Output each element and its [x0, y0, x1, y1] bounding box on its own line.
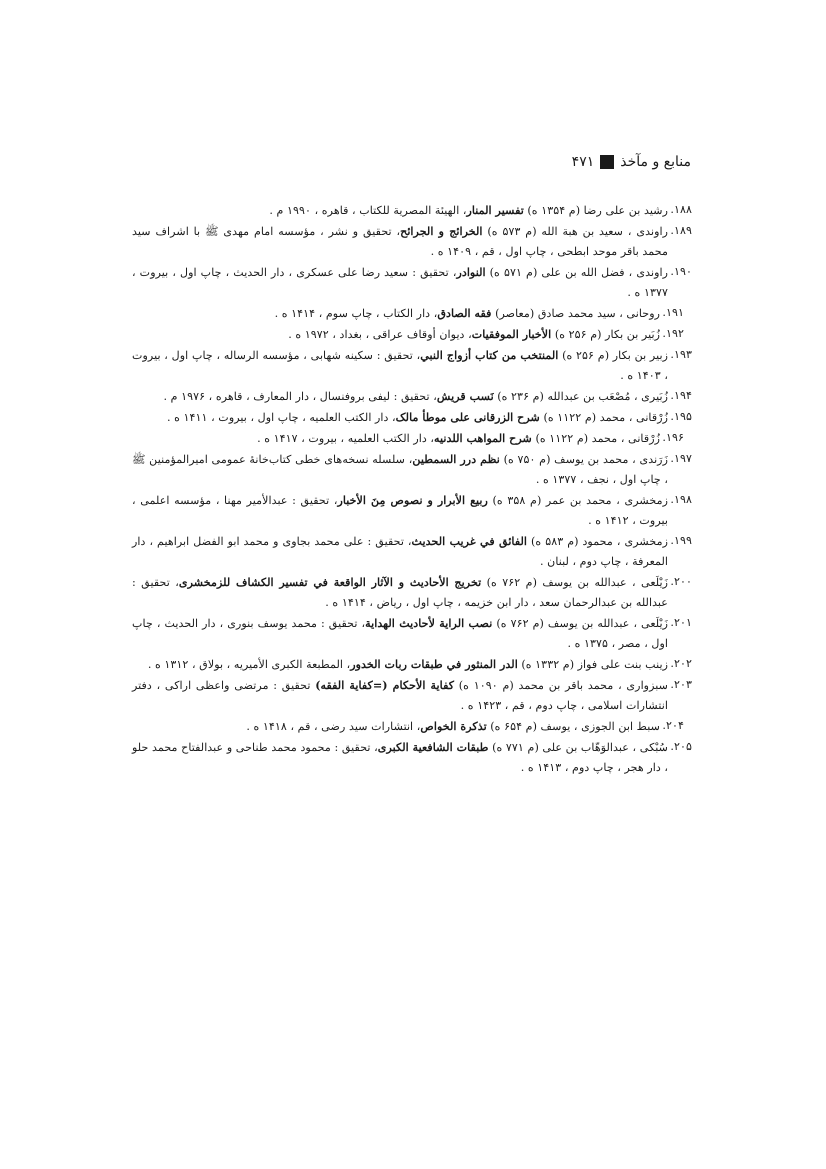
entry-text [132, 266, 668, 299]
entry-text [132, 494, 668, 527]
bibliography-entry [132, 407, 692, 428]
entry-text [132, 349, 668, 382]
entry-publication: ، تحقیق : علی محمد بجاوی و محمد ابو الفضل ابراهیم ، دار المعرفة ، چاپ دوم ، لبنان . [132, 535, 668, 568]
entry-text [275, 307, 660, 320]
entry-publication: ، دیوان أوقاف عراقی ، بغداد ، ۱۹۷۲ ه . [288, 328, 472, 341]
entry-title: نَسب قریش [436, 389, 494, 403]
entry-publication: ، الهیئة المصریة للکتاب ، قاهره ، ۱۹۹۰ م . [269, 204, 467, 217]
entry-author: زمخشری ، محمود (م ۵۸۳ ه) [527, 535, 668, 548]
entry-publication: ، دار الکتاب ، چاپ سوم ، ۱۴۱۴ ه . [274, 307, 438, 320]
entry-number: ۱۹۵. [670, 410, 692, 423]
bibliography-entry [132, 716, 692, 737]
entry-author: راوندی ، فضل الله بن علی (م ۵۷۱ ه) [485, 266, 668, 279]
entry-title: تخریج الأحادیث و الآثار الواقعة في تفسیر الکشاف للزمخشری [178, 575, 482, 589]
header-title: منابع و مآخذ [620, 154, 691, 170]
entry-number: ۲۰۵. [670, 740, 692, 753]
bibliography-entry [132, 613, 692, 654]
entry-number: ۲۰۰. [670, 575, 692, 588]
entry-number: ۲۰۲. [670, 657, 692, 670]
entry-publication: ، انتشارات سید رضی ، قم ، ۱۴۱۸ ه . [246, 720, 421, 733]
entry-text [167, 411, 668, 424]
entry-number: ۲۰۱. [670, 616, 692, 629]
bibliography-entry [132, 490, 692, 531]
bibliography-entry [132, 221, 692, 262]
entry-text [269, 204, 668, 217]
entry-number: ۱۹۷. [670, 452, 692, 465]
entry-text [132, 741, 668, 774]
entry-number: ۱۹۲. [662, 327, 684, 340]
bibliography-entry [132, 303, 692, 324]
entry-title: نظم درر السمطین [412, 452, 500, 466]
entry-number: ۱۹۸. [670, 493, 692, 506]
entry-number: ۱۹۱. [662, 306, 684, 319]
entry-text [132, 225, 668, 258]
entry-text [132, 535, 668, 568]
entry-title: النوادر [456, 265, 486, 279]
entry-text [132, 679, 668, 712]
entry-title: تفسیر المنار [466, 203, 524, 217]
entry-publication: ، سلسله نسخه‌های خطی کتاب‌خانهٔ عمومی امیرالمؤمنین ﷺ ، چاپ اول ، نجف ، ۱۳۷۷ ه . [132, 453, 668, 486]
entry-number: ۱۹۴. [670, 389, 692, 402]
entry-author: زمخشری ، محمد بن عمر (م ۳۵۸ ه) [487, 494, 668, 507]
entry-author: زَیْلَعی ، عبدالله بن یوسف (م ۷۶۲ ه) [492, 617, 668, 630]
bibliography-entry [132, 572, 692, 613]
entry-author: راوندی ، سعید بن هبة الله (م ۵۷۳ ه) [482, 225, 668, 238]
bibliography-entry [132, 675, 692, 716]
entry-publication: ، تحقیق و نشر ، مؤسسه امام مهدی ﷺ با اشراف سید محمد باقر موحد ابطحی ، چاپ اول ، قم ، ۱۴۰۹ ه . [132, 225, 668, 258]
entry-title: نصب الرایة لأحادیث الهدایة [365, 616, 493, 630]
entry-title: طبقات الشافعیة الکبری [377, 740, 489, 754]
entry-publication: ، تحقیق : عبدالله بن عبدالرحمان سعد ، دار ابن خزیمه ، چاپ اول ، ریاض ، ۱۴۱۴ ه . [132, 576, 668, 609]
entry-author: زُرْقانی ، محمد (م ۱۱۲۲ ه) [539, 411, 668, 424]
entry-number: ۱۸۸. [670, 203, 692, 216]
entry-publication: ، المطبعة الکبری الأمیریه ، بولاق ، ۱۳۱۲ ه . [147, 658, 351, 671]
entry-publication: تحقیق : مرتضی واعظی اراکی ، دفتر انتشارات اسلامی ، چاپ دوم ، قم ، ۱۴۲۳ ه . [132, 679, 668, 712]
entry-number: ۱۹۰. [670, 265, 692, 278]
entry-publication: ، دار الکتب العلمیه ، چاپ اول ، بیروت ، ۱۴۱۱ ه . [166, 411, 396, 424]
entry-text [148, 658, 668, 671]
entry-publication: ، دار الکتب العلمیه ، بیروت ، ۱۴۱۷ ه . [257, 432, 435, 445]
entry-text [132, 617, 668, 650]
entry-publication: ، تحقیق : محمد یوسف بنوری ، دار الحدیث ، چاپ اول ، مصر ، ۱۳۷۵ ه . [132, 617, 668, 650]
entry-author: زبیر بن بکار (م ۲۵۶ ه) [558, 349, 668, 362]
page-number: ۴۷۱ [571, 154, 595, 170]
entry-title: شرح الزرقانی علی موطأ مالک [395, 410, 540, 424]
entry-text [132, 576, 668, 609]
entry-number: ۱۸۹. [670, 224, 692, 237]
entry-author: زَرَندی ، محمد بن یوسف (م ۷۵۰ ه) [499, 453, 668, 466]
entry-author: زَیْلَعی ، عبدالله بن یوسف (م ۷۶۲ ه) [481, 576, 668, 589]
entry-author: سبزواری ، محمد باقر بن محمد (م ۱۰۹۰ ه) [454, 679, 669, 692]
entry-title: ربیع الأبرار و نصوص مِنَ الأخبار [337, 493, 488, 507]
entry-number: ۱۹۹. [670, 534, 692, 547]
entry-number: ۲۰۴. [662, 719, 684, 732]
entry-author: زینب بنت علی فواز (م ۱۳۳۲ ه) [517, 658, 668, 671]
entry-publication: ، تحقیق : سکینه شهابی ، مؤسسه الرساله ، چاپ اول ، بیروت ، ۱۴۰۳ ه . [132, 349, 668, 382]
bibliography-entry [132, 324, 692, 345]
entry-author: سبط ابن الجوزی ، یوسف (م ۶۵۴ ه) [486, 720, 660, 733]
entry-text [163, 390, 668, 403]
entry-title: شرح المواهب اللدنیه [434, 431, 532, 445]
entry-author: روحانی ، سید محمد صادق (معاصر) [491, 307, 660, 320]
entry-title: تذکرة الخواص [420, 719, 487, 733]
entry-title: فقه الصادق [437, 306, 492, 320]
running-header [131, 150, 691, 174]
entry-title: الأخبار الموفقیات [471, 327, 552, 341]
bibliography-entry [132, 262, 692, 303]
entry-text [246, 720, 660, 733]
bibliography-list [132, 200, 692, 778]
square-ornament-icon [600, 155, 614, 169]
entry-text [257, 432, 660, 445]
entry-publication: ، تحقیق : عبدالأمیر مهنا ، مؤسسه اعلمی ، بیروت ، ۱۴۱۲ ه . [132, 494, 668, 527]
entry-publication: ، تحقیق : محمود محمد طناحی و عبدالفتاح محمد حلو ، دار هجر ، چاپ دوم ، ۱۴۱۳ ه . [132, 741, 668, 774]
entry-author: زُبَیری ، مُصْعَب بن عبدالله (م ۲۳۶ ه) [493, 390, 668, 403]
entry-title: الخرائج و الجرائح [400, 224, 483, 238]
entry-title: المنتخب من کتاب أزواج النبي [420, 348, 559, 362]
entry-author: رشید بن علی رضا (م ۱۳۵۴ ه) [523, 204, 668, 217]
entry-author: زُرْقانی ، محمد (م ۱۱۲۲ ه) [531, 432, 660, 445]
entry-author: زُبَیر بن بکار (م ۲۵۶ ه) [551, 328, 660, 341]
entry-author: سُبْکی ، عبدالوَهّاب بن علی (م ۷۷۱ ه) [488, 741, 668, 754]
entry-publication: ، تحقیق : لیفی بروفنسال ، دار المعارف ، قاهره ، ۱۹۷۶ م . [163, 390, 437, 403]
bibliography-entry [132, 531, 692, 572]
bibliography-entry [132, 200, 692, 221]
bibliography-entry [132, 345, 692, 386]
entry-number: ۲۰۳. [670, 678, 692, 691]
entry-text [132, 453, 668, 486]
entry-publication: ، تحقیق : سعید رضا علی عسکری ، دار الحدیث ، چاپ اول ، بیروت ، ۱۳۷۷ ه . [132, 266, 668, 299]
bibliography-entry [132, 737, 692, 778]
bibliography-entry [132, 654, 692, 675]
entry-text [288, 328, 660, 341]
entry-number: ۱۹۶. [662, 431, 684, 444]
entry-number: ۱۹۳. [670, 348, 692, 361]
entry-title: الدر المنثور في طبقات ربات الخدور [350, 657, 518, 671]
entry-title: کفایة الأحکام (=کفایة الفقه) [315, 678, 455, 692]
bibliography-entry [132, 428, 692, 449]
entry-title: الفائق في غریب الحدیث [411, 534, 528, 548]
bibliography-entry [132, 386, 692, 407]
bibliography-entry [132, 449, 692, 490]
